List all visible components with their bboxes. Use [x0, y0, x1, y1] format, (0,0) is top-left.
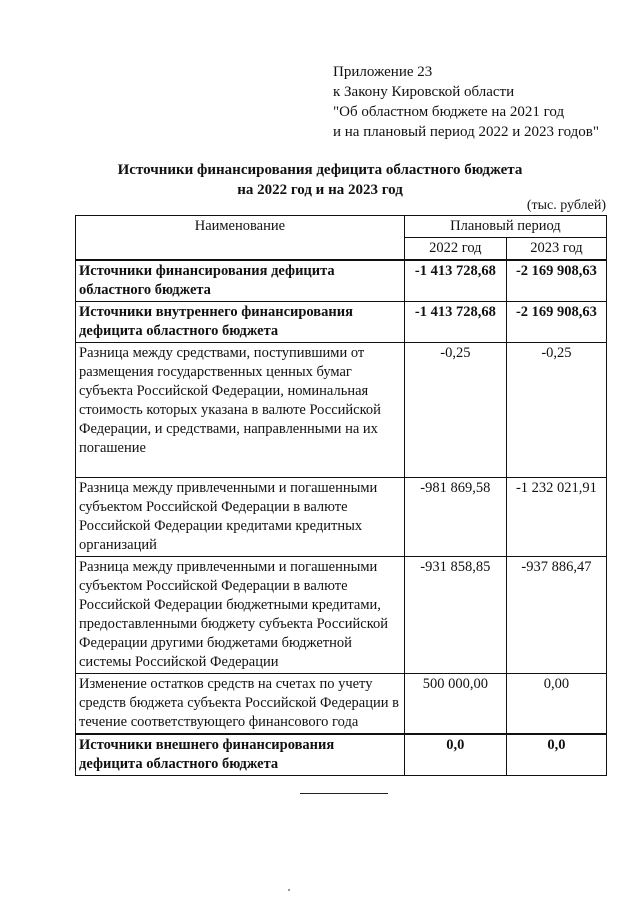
row-value-2023: -937 886,47 [506, 557, 606, 674]
title-line-2: на 2022 год и на 2023 год [237, 182, 403, 198]
table-header-row [76, 216, 607, 238]
units-note: (тыс. рублей) [526, 198, 606, 213]
row-value-2022: -0,25 [404, 343, 506, 478]
row-name: Разница между привлеченными и погашенными субъектом Российской Федерации в валюте Российской Федерации бюджетными кредитами, предоставленными бюджету субъекта Российской Федерации другими бюджетами бюджетной системы Российской Федерации [76, 557, 405, 674]
row-value-2023: -1 232 021,91 [506, 478, 606, 557]
table-row [76, 302, 607, 343]
row-value-2022: -1 413 728,68 [404, 260, 506, 302]
table-row [76, 478, 607, 557]
table-row [76, 557, 607, 674]
row-name: Разница между привлеченными и погашенными субъектом Российской Федерации в валюте Российской Федерации кредитами кредитных организаций [76, 478, 405, 557]
scan-speck [288, 889, 290, 891]
row-value-2022: -931 858,85 [404, 557, 506, 674]
table-row [76, 343, 607, 478]
row-value-2023: -2 169 908,63 [506, 260, 606, 302]
appendix-line: "Об областном бюджете на 2021 год [333, 104, 565, 120]
footer-divider [300, 793, 388, 794]
appendix-line: и на плановый период 2022 и 2023 годов" [333, 124, 599, 140]
row-name: Изменение остатков средств на счетах по учету средств бюджета субъекта Российской Федерации в течение соответствующего финансового года [76, 674, 405, 735]
table-row [76, 734, 607, 776]
appendix-header [333, 62, 599, 142]
header-plan-period: Плановый период [404, 216, 606, 238]
row-value-2022: -981 869,58 [404, 478, 506, 557]
row-value-2023: -2 169 908,63 [506, 302, 606, 343]
header-year-2023: 2023 год [506, 238, 606, 261]
table-row [76, 674, 607, 735]
row-name: Разница между средствами, поступившими от размещения государственных ценных бумаг субъекта Российской Федерации, номинальная стоимость которых указана в валюте Российской Федерации, и средствами, направленными на их погашение [76, 343, 405, 478]
row-value-2023: -0,25 [506, 343, 606, 478]
document-title [60, 160, 580, 200]
header-name: Наименование [76, 216, 405, 261]
row-name: Источники финансирования дефицита областного бюджета [76, 260, 405, 302]
financing-table [75, 215, 607, 776]
row-value-2023: 0,0 [506, 734, 606, 776]
header-year-2022: 2022 год [404, 238, 506, 261]
row-value-2022: 500 000,00 [404, 674, 506, 735]
row-name: Источники внешнего финансирования дефицита областного бюджета [76, 734, 405, 776]
appendix-line: Приложение 23 [333, 64, 433, 80]
title-line-1: Источники финансирования дефицита областного бюджета [117, 162, 523, 178]
appendix-line: к Закону Кировской области [333, 84, 515, 100]
row-value-2022: 0,0 [404, 734, 506, 776]
row-name: Источники внутреннего финансирования дефицита областного бюджета [76, 302, 405, 343]
row-value-2022: -1 413 728,68 [404, 302, 506, 343]
table-row [76, 260, 607, 302]
row-value-2023: 0,00 [506, 674, 606, 735]
